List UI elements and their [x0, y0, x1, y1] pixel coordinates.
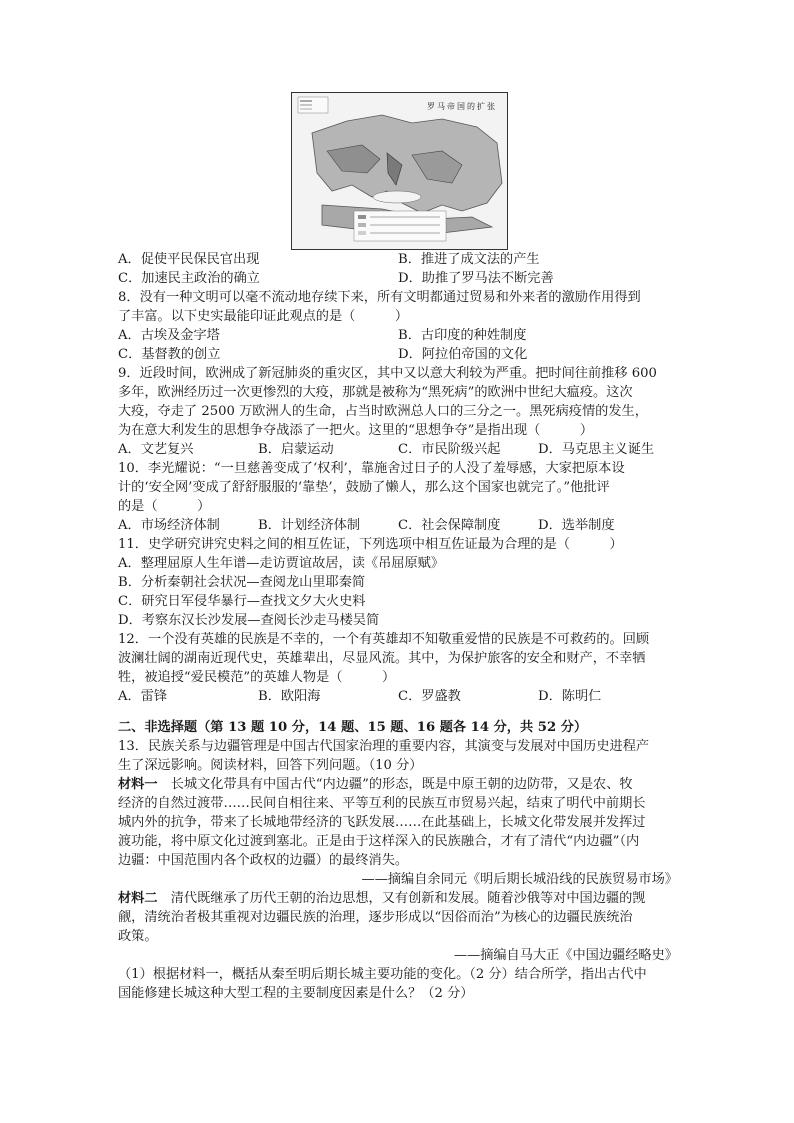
- q7-option-d[interactable]: D．助推了罗马法不断完善: [398, 271, 554, 286]
- q8-option-d[interactable]: D．阿拉伯帝国的文化: [398, 347, 528, 362]
- q10-option-c[interactable]: C．社会保障制度: [398, 518, 501, 533]
- q13-material-1-line-5: 边疆：中国范围内各个政权的边疆）的最终消失。: [118, 853, 409, 868]
- q9-stem-4: 为在意大利发生的思想争夺战添了一把火。这里的“思想争夺”是指出现（ ）: [118, 423, 594, 438]
- q9-stem-3: 大疫，夺走了 2500 万欧洲人的生命，占当时欧洲总人口的三分之一。黑死病疫情的发生，: [118, 404, 648, 419]
- map-image: [292, 93, 507, 249]
- q10-stem-2: 计的‘安全网’变成了舒舒服服的‘靠垫’，鼓励了懒人，那么这个国家也就完了。”他批评: [118, 480, 610, 495]
- material-1-label: 材料一: [118, 777, 158, 792]
- q12-option-b[interactable]: B．欧阳海: [258, 689, 321, 704]
- q10-option-d[interactable]: D．选举制度: [538, 518, 615, 533]
- q8-option-c[interactable]: C．基督教的创立: [118, 347, 221, 362]
- q13-material-2-line-3: 政策。: [118, 929, 158, 944]
- q11-option-d[interactable]: D．考察东汉长沙发展—查阅长沙走马楼吴简: [118, 613, 380, 628]
- q11-stem: 11．史学研究讲究史料之间的相互佐证，下列选项中相互佐证最为合理的是（ ）: [118, 537, 623, 552]
- q9-stem-2: 多年，欧洲经历过一次更惨烈的大疫，那就是被称为“黑死病”的欧洲中世纪大瘟疫。这次: [118, 385, 633, 400]
- q8-options-row-2: [118, 345, 678, 364]
- q13-stem-1: 13．民族关系与边疆管理是中国古代国家治理的重要内容，其演变与发展对中国历史进程产: [118, 739, 650, 754]
- q13-stem-2: 生了深远影响。阅读材料，回答下列问题。（10 分）: [118, 758, 423, 773]
- q13-material-1-line-1: [118, 775, 678, 794]
- roman-empire-map: [291, 92, 508, 250]
- q12-stem-2: 波澜壮阔的湖南近现代史，英雄辈出，尽显风流。其中，为保护旅客的安全和财产，不幸牺: [118, 651, 646, 666]
- map-title: 罗马帝国的扩张: [427, 102, 497, 111]
- q10-options: [118, 516, 678, 535]
- q13-material-1-line-3: 城内外的抗争，带来了长城地带经济的飞跃发展……在此基础上，长城文化带发展并发挥过: [118, 815, 646, 830]
- q9-option-a[interactable]: A．文艺复兴: [118, 442, 194, 457]
- section-2-heading: 二、非选择题（第 13 题 10 分，14 题、15 题、16 题各 14 分，共 52 分）: [118, 720, 588, 735]
- q12-option-d[interactable]: D．陈明仁: [538, 689, 602, 704]
- q8-options-row-1: [118, 326, 678, 345]
- q13-material-1-line-2: 经济的自然过渡带……民间自相往来、平等互利的民族互市贸易兴起，结束了明代中前期长: [118, 796, 646, 811]
- q9-option-b[interactable]: B．启蒙运动: [258, 442, 334, 457]
- q7-option-a[interactable]: A．促使平民保民官出现: [118, 252, 260, 267]
- q13-subquestion-1-line-1: （1）根据材料一，概括从秦至明后期长城主要功能的变化。（2 分）结合所学，指出古代中: [118, 967, 647, 982]
- material-2-text-1: 清代既继承了历代王朝的治边思想，又有创新和发展。随着沙俄等对中国边疆的觊: [157, 891, 646, 906]
- q11-option-a[interactable]: A．整理屈原人生年谱—走访贾谊故居，读《吊屈原赋》: [118, 556, 445, 571]
- q13-material-1-line-4: 渡功能，将中原文化过渡到塞北。正是由于这样深入的民族融合，才有了清代“内边疆”（内: [118, 834, 640, 849]
- q10-option-a[interactable]: A．市场经济体制: [118, 518, 220, 533]
- q11-option-c[interactable]: C．研究日军侵华暴行—查找文夕大火史料: [118, 594, 366, 609]
- material-2-label: 材料二: [118, 891, 158, 906]
- material-1-text-1: 长城文化带具有中国古代“内边疆”的形态，既是中原王朝的边防带，又是农、牧: [157, 777, 633, 792]
- q7-option-c[interactable]: C．加速民主政治的确立: [118, 271, 260, 286]
- q13-material-2-line-1: [118, 889, 678, 908]
- q12-stem-1: 12．一个没有英雄的民族是不幸的，一个有英雄却不知敬重爱惜的民族是不可救药的。回顾: [118, 632, 650, 647]
- q12-options: [118, 687, 678, 706]
- q12-option-c[interactable]: C．罗盛教: [398, 689, 461, 704]
- q8-stem-2: 了丰富。以下史实最能印证此观点的是（ ）: [118, 309, 409, 324]
- q9-option-d[interactable]: D．马克思主义诞生: [538, 442, 655, 457]
- q13-subquestion-1-line-2: 国能修建长城这种大型工程的主要制度因素是什么？（2 分）: [118, 986, 474, 1001]
- q12-option-a[interactable]: A．雷锋: [118, 689, 168, 704]
- q10-option-b[interactable]: B．计划经济体制: [258, 518, 361, 533]
- q10-stem-1: 10．李光耀说：“一旦慈善变成了‘权利’，靠施舍过日子的人没了羞辱感，大家把原本设: [118, 461, 625, 476]
- q8-option-a[interactable]: A．古埃及金字塔: [118, 328, 220, 343]
- q7-options-row-2: [118, 269, 678, 288]
- q9-option-c[interactable]: C．市民阶级兴起: [398, 442, 501, 457]
- q9-stem-1: 9．近段时间，欧洲成了新冠肺炎的重灾区，其中又以意大利较为严重。把时间往前推移 600: [118, 366, 657, 381]
- q8-option-b[interactable]: B．古印度的种姓制度: [398, 328, 527, 343]
- q11-option-b[interactable]: B．分析秦朝社会状况—查阅龙山里耶秦简: [118, 575, 366, 590]
- q7-options-row-1: [118, 250, 678, 269]
- material-2-source: ——摘编自马大正《中国边疆经略史》: [453, 948, 678, 963]
- exam-page: [118, 92, 678, 1003]
- q13-material-2-line-2: 觎，清统治者极其重视对边疆民族的治理，逐步形成以“因俗而治”为核心的边疆民族统治: [118, 910, 633, 925]
- material-1-source: ——摘编自余同元《明后期长城沿线的民族贸易市场》: [361, 872, 678, 887]
- q7-option-b[interactable]: B．推进了成文法的产生: [398, 252, 540, 267]
- q12-stem-3: 牲，被追授“爱民模范”的英雄人物是（ ）: [118, 670, 396, 685]
- q9-options: [118, 440, 678, 459]
- q10-stem-3: 的是（ ）: [118, 499, 211, 514]
- q8-stem-1: 8．没有一种文明可以毫不流动地存续下来，所有文明都通过贸易和外来者的激励作用得到: [118, 290, 641, 305]
